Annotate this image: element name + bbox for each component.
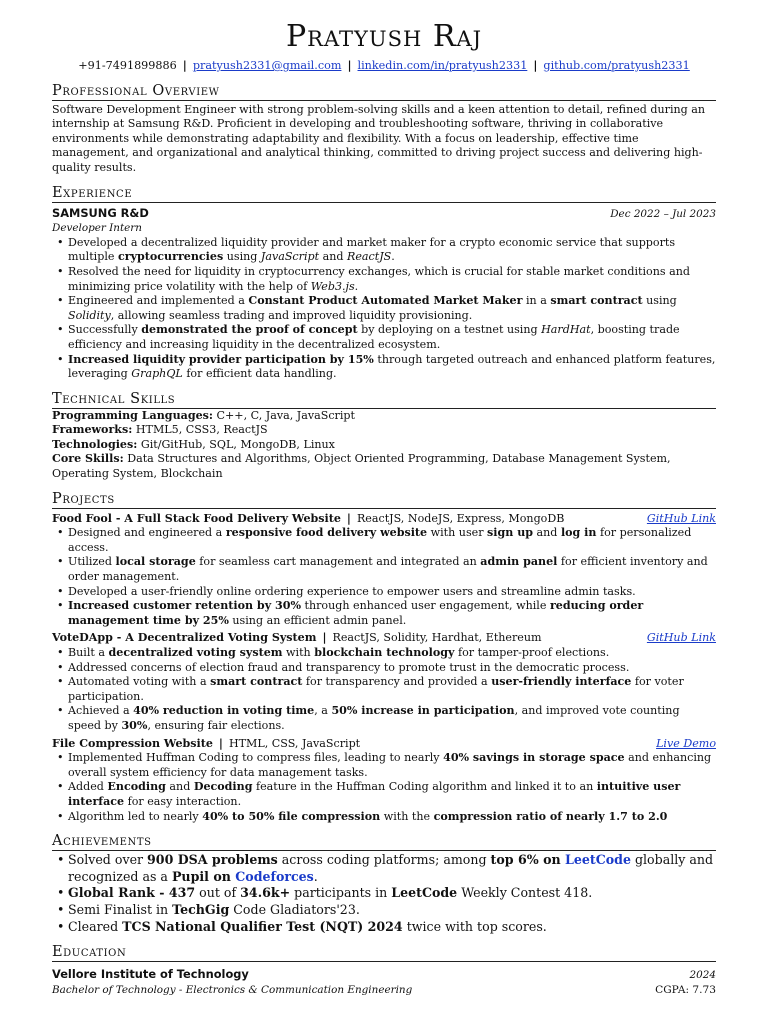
- section-heading-skills: Technical Skills: [52, 390, 716, 409]
- text-run: with the: [380, 809, 434, 823]
- project-link[interactable]: GitHub Link: [646, 511, 716, 525]
- text-run: Implemented Huffman Coding to compress files, leading to nearly: [68, 751, 444, 765]
- text-run: using: [223, 250, 261, 264]
- text-run: Semi Finalist in: [68, 901, 173, 917]
- text-run: Addressed concerns of election fraud and transparency to promote trust in the democratic process.: [68, 660, 630, 674]
- phone-number: +91-7491899886: [78, 59, 177, 72]
- platform-name: Codeforces: [235, 868, 314, 884]
- text-run: Added: [68, 780, 108, 794]
- education-details: [52, 983, 716, 998]
- project-tech: ReactJS, Solidity, Hardhat, Ethereum: [332, 631, 542, 645]
- text-run: for transparency and provided a: [302, 675, 492, 689]
- bold-text: LeetCode: [391, 885, 458, 901]
- text-run: Engineered and implemented a: [68, 294, 249, 308]
- text-run: , boosting trade efficiency and increasing liquidity in the decentralized ecosystem.: [68, 323, 680, 351]
- skill-row: [52, 452, 716, 481]
- project-tech: ReactJS, NodeJS, Express, MongoDB: [356, 511, 565, 525]
- text-run: through targeted outreach and enhanced platform features, leveraging: [68, 352, 716, 381]
- bold-text: reducing order management time by 25%: [68, 599, 644, 627]
- bold-text: 40% reduction in voting time: [133, 704, 315, 718]
- separator: |: [182, 58, 187, 72]
- text-run: for personalized access.: [68, 526, 692, 554]
- bold-text: Increased customer retention by 30%: [68, 599, 301, 613]
- school-name: Vellore Institute of Technology: [52, 967, 249, 982]
- skill-row: [52, 423, 716, 438]
- list-item: [68, 852, 716, 885]
- section-heading-achievements: Achievements: [52, 832, 716, 851]
- bold-text: local storage: [115, 555, 196, 569]
- list-item: [68, 294, 716, 323]
- separator: |: [322, 631, 327, 645]
- bold-text: 50% increase in participation: [331, 704, 515, 718]
- company-name: SAMSUNG R&D: [52, 205, 149, 220]
- overview-text: Software Development Engineer with strong problem-solving skills and a keen attention to detail, refined during an internship at Samsung R&D. Proficient in developing and troubleshooting software, thriving in collaborative environments while demonstrating adaptability and flexibility. With a focus on leadership, effective time management, and organizational and analytical thinking, committed to driving project success and delivering high-quality results.: [52, 102, 706, 174]
- cgpa: CGPA: 7.73: [655, 983, 716, 996]
- platform-name: LeetCode: [565, 852, 631, 868]
- bold-text: Encoding: [107, 780, 166, 794]
- text-run: .: [354, 279, 359, 293]
- skill-row: [52, 438, 716, 453]
- skill-value: HTML5, CSS3, ReactJS: [132, 423, 268, 437]
- text-run: Developed a user-friendly online ordering experience to empower users and streamline admin tasks.: [68, 584, 636, 598]
- project-bullets: [52, 646, 716, 734]
- text-run: , and improved vote counting speed by: [68, 704, 680, 732]
- bold-text: blockchain technology: [314, 646, 455, 659]
- separator: |: [346, 511, 351, 525]
- text-run: and enhancing overall system efficiency for data management tasks.: [68, 751, 712, 779]
- text-run: .: [391, 250, 395, 264]
- bold-text: sign up: [487, 526, 534, 540]
- skill-value: C++, C, Java, JavaScript: [212, 408, 355, 422]
- skill-value: Data Structures and Algorithms, Object Oriented Programming, Database Management System, Operating System, Blockchain: [52, 452, 671, 481]
- job-role: Developer Intern: [52, 222, 142, 235]
- text-run: Designed and engineered a: [68, 526, 226, 540]
- bold-text: 34.6k+: [240, 885, 291, 901]
- list-item: [68, 780, 716, 809]
- italic-text: JavaScript: [260, 250, 320, 264]
- bold-text: Decoding: [193, 780, 253, 794]
- text-run: , allowing seamless trading and improved liquidity provisioning.: [110, 308, 473, 322]
- candidate-name: Pratyush Raj: [286, 19, 482, 54]
- section-heading-projects: Projects: [52, 490, 716, 509]
- skill-label: Programming Languages:: [52, 408, 213, 422]
- list-item: [68, 599, 716, 628]
- bold-text: decentralized voting system: [108, 646, 283, 659]
- text-run: Code Gladiators'23.: [229, 901, 360, 917]
- text-run: and: [319, 250, 347, 264]
- italic-text: HardHat: [541, 323, 591, 337]
- text-run: Algorithm led to nearly: [68, 809, 203, 823]
- linkedin-link[interactable]: linkedin.com/in/pratyush2331: [357, 59, 528, 72]
- graduation-year: 2024: [689, 969, 716, 982]
- text-run: Achieved a: [68, 704, 134, 718]
- section-heading-education: Education: [52, 943, 716, 962]
- bold-text: 900 DSA problems: [147, 852, 278, 868]
- text-run: for voter participation.: [68, 675, 684, 703]
- project-title: File Compression Website: [52, 736, 213, 750]
- bold-text: TCS National Qualifier Test (NQT) 2024: [122, 918, 403, 934]
- text-run: with user: [427, 526, 488, 540]
- skill-label: Frameworks:: [52, 423, 133, 437]
- list-item: [68, 526, 716, 555]
- education-header: [52, 967, 716, 983]
- section-heading-overview: Professional Overview: [52, 82, 716, 101]
- list-item: [68, 704, 716, 733]
- text-run: for seamless cart management and integrated an: [195, 555, 481, 569]
- degree-name: Bachelor of Technology - Electronics & Communication Engineering: [52, 983, 413, 996]
- text-run: Solved over: [68, 852, 148, 868]
- section-heading-experience: Experience: [52, 184, 716, 203]
- skill-value: Git/GitHub, SQL, MongoDB, Linux: [137, 437, 335, 451]
- text-run: for easy interaction.: [124, 794, 242, 808]
- skills-list: [52, 409, 716, 482]
- bold-text: smart contract: [550, 294, 643, 308]
- list-item: [68, 555, 716, 584]
- project-tech: HTML, CSS, JavaScript: [228, 736, 361, 750]
- text-run: .: [313, 868, 318, 884]
- project-title-line: [52, 631, 542, 646]
- text-run: for efficient inventory and order management.: [68, 555, 708, 584]
- text-run: Resolved the need for liquidity in cryptocurrency exchanges, which is crucial for stable market conditions and minimizing price volatility with the help of: [68, 264, 690, 293]
- list-item: [68, 265, 716, 294]
- list-item: [68, 885, 716, 902]
- italic-text: Web3.js: [310, 279, 355, 293]
- bold-text: top 6% on: [490, 852, 566, 868]
- bold-text: TechGig: [172, 901, 230, 917]
- project-header: [52, 631, 716, 646]
- contact-line: [52, 58, 716, 74]
- bold-text: Increased liquidity provider participation by 15%: [68, 352, 374, 366]
- text-run: out of: [195, 885, 241, 901]
- separator: |: [218, 736, 223, 750]
- bold-text: Pupil on: [171, 868, 236, 884]
- experience-dates: Dec 2022 – Jul 2023: [610, 207, 716, 220]
- separator: |: [347, 58, 352, 72]
- list-item: [68, 661, 716, 676]
- list-item: [68, 236, 716, 265]
- bold-text: user-friendly interface: [491, 675, 632, 689]
- list-item: [68, 810, 716, 825]
- skill-label: Core Skills:: [52, 452, 124, 466]
- text-run: by deploying on a testnet using: [357, 323, 542, 337]
- project-title-line: [52, 512, 564, 527]
- text-run: Successfully: [68, 323, 142, 337]
- text-run: Automated voting with a: [68, 675, 211, 689]
- text-run: using: [642, 294, 677, 308]
- projects-list: [52, 512, 716, 824]
- text-run: through enhanced user engagement, while: [300, 599, 550, 613]
- project-header: [52, 737, 716, 752]
- project-link[interactable]: Live Demo: [656, 736, 716, 750]
- bold-text: responsive food delivery website: [225, 526, 428, 540]
- text-run: and: [165, 780, 194, 794]
- list-item: [68, 353, 716, 382]
- text-run: with: [282, 646, 315, 659]
- list-item: [68, 323, 716, 352]
- project-title: VoteDApp - A Decentralized Voting System: [52, 631, 317, 645]
- bold-text: smart contract: [210, 675, 303, 689]
- experience-header: [52, 206, 716, 222]
- list-item: [68, 675, 716, 704]
- text-run: Developed a decentralized liquidity provider and market maker for a crypto economic service that supports multiple: [68, 235, 676, 264]
- project-bullets: [52, 751, 716, 824]
- italic-text: GraphQL: [131, 367, 183, 381]
- project-title-line: [52, 737, 360, 752]
- bold-text: Constant Product Automated Market Maker: [248, 294, 523, 308]
- email-link[interactable]: pratyush2331@gmail.com: [192, 59, 342, 72]
- text-run: Cleared: [68, 918, 123, 934]
- bold-text: 40% savings in storage space: [443, 751, 625, 765]
- bold-text: log in: [560, 526, 597, 540]
- bold-text: cryptocurrencies: [117, 250, 224, 264]
- list-item: [68, 646, 716, 661]
- skill-label: Technologies:: [52, 437, 138, 451]
- text-run: globally and recognized as a: [68, 852, 714, 884]
- project-bullets: [52, 526, 716, 628]
- text-run: for efficient data handling.: [182, 367, 337, 381]
- list-item: [68, 902, 716, 919]
- text-run: Weekly Contest 418.: [457, 885, 593, 901]
- list-item: [68, 585, 716, 600]
- experience-bullets: [52, 236, 716, 382]
- italic-text: Solidity: [68, 308, 111, 322]
- project-header: [52, 512, 716, 527]
- text-run: for tamper-proof elections.: [454, 646, 610, 659]
- bold-text: demonstrated the proof of concept: [141, 323, 358, 337]
- text-run: twice with top scores.: [402, 918, 547, 934]
- project-link[interactable]: GitHub Link: [646, 631, 716, 645]
- text-run: across coding platforms; among: [277, 852, 491, 868]
- bold-text: 30%: [121, 718, 148, 732]
- bold-text: intuitive user interface: [68, 780, 681, 808]
- bold-text: compression ratio of nearly 1.7 to 2.0: [433, 809, 668, 823]
- text-run: participants in: [290, 885, 392, 901]
- bold-text: Global Rank - 437: [68, 885, 196, 901]
- list-item: [68, 751, 716, 780]
- list-item: [68, 919, 716, 936]
- text-run: Utilized: [68, 555, 116, 569]
- text-run: , a: [314, 704, 332, 718]
- bold-text: 40% to 50% file compression: [202, 809, 381, 823]
- text-run: Built a: [68, 646, 109, 659]
- achievements-bullets: [52, 852, 716, 935]
- bold-text: admin panel: [480, 555, 558, 569]
- project-title: Food Fool - A Full Stack Food Delivery Website: [52, 511, 341, 525]
- text-run: in a: [522, 294, 551, 308]
- github-link[interactable]: github.com/pratyush2331: [543, 59, 690, 72]
- italic-text: ReactJS: [346, 250, 392, 264]
- separator: |: [533, 58, 538, 72]
- text-run: and: [533, 526, 561, 540]
- skill-row: [52, 409, 716, 424]
- text-run: , ensuring fair elections.: [147, 718, 285, 732]
- text-run: feature in the Huffman Coding algorithm and linked it to an: [252, 780, 597, 794]
- text-run: using an efficient admin panel.: [228, 613, 407, 627]
